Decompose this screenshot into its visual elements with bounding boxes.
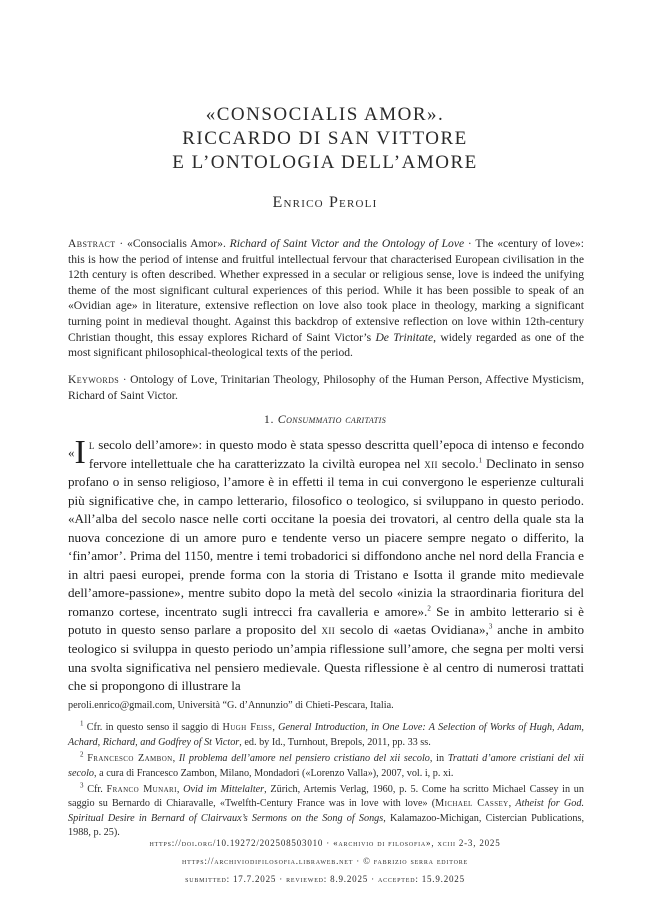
footnote-1-c: , ed. by Id., Turnhout, Brepols, 2011, pp. 33 ss. — [239, 736, 431, 748]
title-line-3: E L’ONTOLOGIA DELL’AMORE — [172, 152, 478, 173]
footnote-ref-1[interactable]: 1 — [478, 456, 483, 465]
footnote-3-author: Franco Munari — [106, 784, 177, 796]
footnote-3 — [68, 783, 584, 841]
dropcap-letter: I — [74, 434, 86, 471]
footnote-3-author-2: Michael Cassey — [435, 798, 509, 810]
section-number: 1. — [263, 412, 278, 426]
body-t1: secolo dell’amore»: in questo modo è stata spesso descritta quell’epoca di intenso e fecondo fervore intellettuale che ha caratterizzato la civiltà europea nel — [88, 437, 584, 471]
lead-small-caps: l — [88, 437, 95, 452]
author-email[interactable]: peroli.enrico@gmail.com, Università “G. d’Annunzio” di Chieti-Pescara, Italia. — [68, 700, 394, 711]
footnote-ref-3[interactable]: 3 — [488, 623, 493, 632]
footnote-2-title-2: Trattati d’amore cristiani del xii secolo — [68, 753, 585, 779]
abstract-text-italic: De Trinitate — [375, 330, 434, 344]
footnote-2-title: Il problema dell’amore nel pensiero cristiano del xii secolo — [178, 753, 430, 765]
abstract-label: Abstract — [68, 237, 116, 250]
abstract-sep: · — [115, 237, 128, 250]
body-t4: Se in ambito letterario si è potuto in questo senso parlare a proposito del — [68, 603, 584, 638]
footnote-2-number: 2 — [80, 750, 84, 759]
body-t2: secolo. — [437, 455, 479, 471]
section-heading — [0, 412, 650, 427]
keywords-label: Keywords — [68, 373, 120, 386]
keywords — [68, 372, 584, 403]
title-line-1: «CONSOCIALIS AMOR». — [205, 104, 445, 125]
footer-dates: submitted: 17.7.2025 · reviewed: 8.9.2025 · accepted: 15.9.2025 — [185, 874, 465, 884]
footer-doi[interactable]: https://doi.org/10.19272/202508503010 · «archivio di filosofia», xciii 2-3, 2025 — [149, 838, 501, 848]
title-line-2: RICCARDO DI SAN VITTORE — [182, 128, 468, 149]
abstract-text-1: · The «century of love»: this is how the period of intense and fruitful intellectual fervour that characterised European civilisation in the 12th century is often described. Whether expressed in a secular or religious sense, love is indeed the unifying theme of the most significant cultural experiences of this period. While it has been possible to speak of an «Ovidian age» in literature, extensive reflection on love also took place in theology, marking a significant turning point in medieval thought. Against this backdrop of extensive reflection on love within 12th-century Christian thought, this essay explores Richard of Saint Victor’s — [68, 237, 584, 344]
footnotes — [68, 699, 584, 843]
footnote-1-author: Hugh Feiss — [222, 722, 273, 734]
footnote-3-title: Ovid im Mittelalter — [183, 784, 265, 796]
body-t3: Declinato in senso profano o in senso religioso, l’amore è in effetti il tema in cui convergono le esperienze culturali più significative che, in campo letterario, filosofico o teologico, si sviluppano in questo periodo. «All’alba del secolo nasce nelle corti occitane la poesia dei trovatori, al centro della quale sta la nuova concezione di un amore puro e tendente verso un piacere sempre negato o differito, la ‘fin’amor’. Prima del 1150, mentre i temi trobadorici si diffondono anche nel nord della Francia e in altri paesi europei, prende forma con la storia di Tristano e Isotta il grande mito medievale dell’amore-passione», mentre subito dopo la metà del secolo «inizia la straordinaria fioritura del romanzo cortese, incentrato sugli intrecci fra cavalleria e amore». — [68, 455, 585, 619]
body-t6: anche in ambito teologico si sviluppa in questo periodo un’ampia riflessione sull’amore, che segna per molti versi una svolta significativa nel pensiero medievale. Questa riflessione è al centro di numerosi trattati che si propongono di illustrare la — [68, 622, 585, 694]
abstract-text-2: , widely regarded as one of the most significant philosophical-theological texts of the period. — [68, 330, 584, 360]
footnote-1-number: 1 — [80, 720, 84, 729]
footnote-2 — [68, 752, 584, 781]
footnote-1-a: Cfr. in questo senso il saggio di — [83, 722, 223, 734]
footnote-3-title-2: Atheist for God. Spiritual Desire in Bernard of Clairvaux’s Sermons on the Song of Songs — [68, 798, 584, 824]
abstract — [68, 236, 584, 361]
dropcap — [68, 434, 86, 471]
footnote-3-d: , — [508, 798, 516, 810]
author-name: Enrico Peroli — [272, 194, 378, 211]
footnote-1-title: General Introduction, in One Love: A Selection of Works of Hugh, Adam, Achard, Richard, and Godfrey of St Victor — [68, 722, 584, 748]
section-title: Consummatio caritatis — [277, 412, 387, 426]
footnote-3-a: Cfr. — [83, 784, 107, 796]
footnote-1-b: , — [272, 722, 279, 734]
footnote-ref-2[interactable]: 2 — [427, 604, 431, 613]
footnote-3-b: , — [176, 784, 184, 796]
abstract-title-plain: «Consocialis Amor». — [127, 237, 226, 250]
body-t5: secolo di «aetas Ovidiana», — [335, 622, 489, 638]
century-1: xii — [424, 455, 438, 471]
footnote-3-number: 3 — [80, 781, 84, 790]
body-text — [68, 436, 584, 696]
keywords-text: · Ontology of Love, Trinitarian Theology, Philosophy of the Human Person, Affective Mysticism, Richard of Saint Victor. — [68, 373, 584, 402]
footer-journal-url[interactable]: https://archiviodifilosofia.libraweb.net · © fabrizio serra editore — [182, 856, 468, 866]
footnote-2-c: , in — [429, 753, 448, 765]
century-2: xii — [321, 622, 336, 638]
footnote-3-c: , Zürich, Artemis Verlag, 1960, p. 5. Come ha scritto Michael Cassey in un saggio su Bernardo di Chiaravalle, «Twelfth-Century France was in love with love» ( — [68, 784, 584, 810]
open-quote: « — [68, 445, 75, 460]
footnote-2-d: , a cura di Francesco Zambon, Milano, Mondadori («Lorenzo Valla»), 2007, vol. i, p. xi. — [94, 767, 454, 779]
footnote-1 — [68, 721, 584, 750]
article-title — [0, 103, 650, 175]
footnote-3-e: , Kalamazoo-Michigan, Cistercian Publications, 1988, p. 25). — [68, 812, 584, 839]
footnote-2-author: Francesco Zambon — [87, 753, 173, 765]
abstract-title-italic: Richard of Saint Victor and the Ontology of Love — [225, 237, 465, 250]
footnote-2-b: , — [172, 753, 179, 765]
